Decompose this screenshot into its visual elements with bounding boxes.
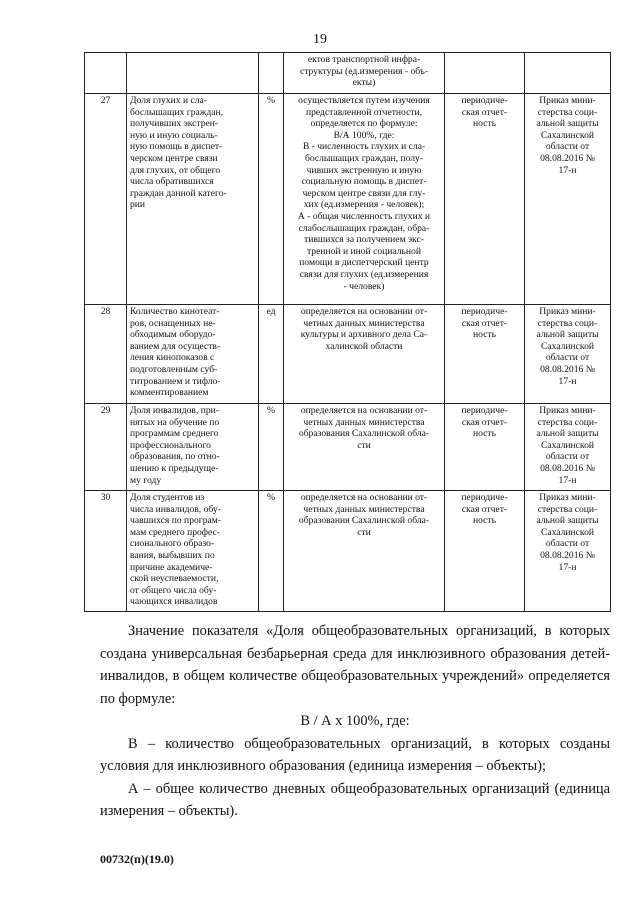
cell-line: социальную помощь в диспет- [301, 176, 427, 188]
cell-line: числа инвалидов, обу- [130, 503, 221, 515]
cell-line: ская отчет- [461, 317, 508, 329]
table-row [85, 94, 611, 305]
cell-line: Количество кинотеат- [130, 306, 220, 317]
cell-period [445, 305, 525, 404]
cell-line: Доля студентов из [130, 492, 205, 503]
cell-line: ность [473, 515, 496, 527]
cell-line: Доля инвалидов, при- [130, 405, 220, 416]
table-row [85, 491, 611, 612]
cell-unit: % [259, 94, 284, 305]
cell-line: чавшихся по програм- [130, 515, 222, 527]
cell-method [284, 404, 445, 491]
cell-line: области от [545, 352, 590, 364]
cell-line: программам среднего [130, 428, 219, 440]
cell-num: 30 [85, 491, 127, 612]
cell-method [284, 491, 445, 612]
cell-line: граждан данной катего- [130, 187, 227, 199]
cell-line: определяется на основании от- [300, 306, 428, 317]
cell-line: стерства соци- [537, 317, 598, 329]
cell-unit: ед [259, 305, 284, 404]
cell-line: вания, выбывших по [130, 549, 215, 561]
cell-line: В/А 100%, где: [333, 129, 395, 141]
cell-line: помощи в диспетчерский центр [299, 257, 429, 269]
cell-num: 28 [85, 305, 127, 404]
cell-line: - человек) [343, 280, 385, 292]
cell-line: Сахалинской [540, 439, 595, 451]
cell-source [525, 404, 611, 491]
cell-line: ров, оснащенных не- [130, 317, 216, 329]
cell-line: связи для глухих (ед.измерения [299, 268, 429, 280]
cell-line: 08.08.2016 № [540, 152, 595, 164]
cell-line: сти [357, 526, 371, 538]
cell-line: представленной отчетности, [305, 106, 423, 118]
cell-line: стерства соци- [537, 416, 598, 428]
cell-line: четных данных министерства [303, 317, 425, 329]
cell-line: альной защиты [536, 118, 599, 130]
cell-line: Приказ мини- [539, 492, 596, 503]
cell-source [525, 94, 611, 305]
cell-method [284, 94, 445, 305]
cell-line: екты) [352, 77, 376, 89]
cell-line: определяется на основании от- [300, 405, 428, 416]
cell-line: титрованием и тифло- [130, 375, 221, 387]
cell-line: му году [130, 474, 162, 486]
cell-num: 29 [85, 404, 127, 491]
cell-line: обходимым оборудо- [130, 329, 216, 341]
cell-source [525, 491, 611, 612]
cell-line: чающихся инвалидов [130, 596, 218, 608]
body-text [100, 620, 610, 823]
cell-line: ность [473, 329, 496, 341]
document-code: 00732(п)(19.0) [100, 852, 174, 866]
cell-line: 08.08.2016 № [540, 462, 595, 474]
cell-line: ской неуспеваемости, [130, 573, 219, 585]
page-number: 19 [313, 32, 327, 47]
cell-period [445, 491, 525, 612]
cell-line: причине академиче- [130, 561, 213, 573]
cell-line: халинской области [325, 340, 403, 352]
cell-line: альной защиты [536, 515, 599, 527]
cell-line: области от [545, 451, 590, 463]
table-row [85, 305, 611, 404]
table-row [85, 404, 611, 491]
cell-line: сти [357, 439, 371, 451]
cell-line: черском центре связи [130, 152, 218, 164]
cell-line: тренной и иной социальной [307, 245, 421, 257]
paragraph-indicator-definition: Значение показателя «Доля общеобразовательных организаций, в которых создана универсальная безбарьерная среда для инклюзивного образования детей-инвалидов, в общем количестве общеобразовательных учреждений» определяется по формуле: [100, 623, 610, 707]
table-row-continuation [85, 53, 611, 94]
paragraph-b-definition: В – количество общеобразовательных организаций, в которых созданы условия для инклюзивного образования (единица измерения – объекты); [100, 735, 610, 774]
cell-line: образования Сахалинской обла- [298, 515, 430, 527]
cell-period [445, 53, 525, 94]
cell-line: бослышащих граждан, полу- [304, 152, 424, 164]
cell-line: области от [545, 538, 590, 550]
cell-line: слабослышащих граждан, обра- [298, 222, 430, 234]
cell-line: ную и иную социаль- [130, 129, 218, 141]
cell-line: Сахалинской [540, 340, 595, 352]
paragraph-a-definition: А – общее количество дневных общеобразовательных организаций (единица измерения – объекты). [100, 780, 610, 819]
cell-method [284, 305, 445, 404]
formula: В / А x 100%, где: [300, 713, 410, 729]
cell-num: 27 [85, 94, 127, 305]
cell-line: определяется по формуле: [310, 118, 418, 130]
cell-name [127, 404, 259, 491]
cell-line: 08.08.2016 № [540, 549, 595, 561]
cell-source [525, 305, 611, 404]
cell-line: черском центре связи для глу- [302, 187, 426, 199]
cell-line: от общего числа обу- [130, 584, 217, 596]
cell-method [284, 53, 445, 94]
cell-name [127, 305, 259, 404]
cell-line: рии [130, 199, 146, 211]
cell-line: для глухих, от общего [130, 164, 221, 176]
cell-line: альной защиты [536, 428, 599, 440]
cell-unit [259, 53, 284, 94]
cell-line: 17-н [558, 164, 577, 176]
cell-line: профессионального [130, 439, 211, 451]
cell-line: шению к предыдуще- [130, 462, 219, 474]
cell-line: тившихся за получением экс- [304, 234, 424, 246]
cell-line: четных данных министерства [303, 503, 425, 515]
cell-line: ская отчет- [461, 106, 508, 118]
cell-line: культуры и архивного дела Са- [300, 329, 428, 341]
cell-line: ность [473, 428, 496, 440]
cell-line: хих (ед.измерения - человек); [303, 199, 425, 211]
cell-line: ская отчет- [461, 503, 508, 515]
cell-line: ванием для осуществ- [130, 340, 221, 352]
cell-line: структуры (ед.измерения - объ- [299, 65, 429, 77]
cell-line: Приказ мини- [539, 95, 596, 106]
cell-name [127, 53, 259, 94]
cell-unit: % [259, 404, 284, 491]
cell-line: Доля глухих и сла- [130, 95, 208, 106]
cell-line: ления кинопоказов с [130, 352, 215, 364]
cell-unit: % [259, 491, 284, 612]
cell-line: периодиче- [461, 405, 508, 416]
cell-line: Приказ мини- [539, 405, 596, 416]
cell-period [445, 404, 525, 491]
cell-line: получивших экстрен- [130, 118, 219, 130]
cell-period [445, 94, 525, 305]
cell-line: Сахалинской [540, 526, 595, 538]
cell-line: нятых на обучение по [130, 416, 220, 428]
cell-line: 17-н [558, 474, 577, 486]
cell-line: области от [545, 141, 590, 153]
cell-line: периодиче- [461, 306, 508, 317]
cell-line: ную помощь в диспет- [130, 141, 223, 153]
cell-line: бослышащих граждан, [130, 106, 224, 118]
cell-line: ектов транспортной инфра- [307, 54, 421, 65]
cell-line: Приказ мини- [539, 306, 596, 317]
cell-line: Сахалинской [540, 129, 595, 141]
cell-line: сионального образо- [130, 538, 215, 550]
cell-line: числа обратившихся [130, 176, 214, 188]
cell-line: стерства соци- [537, 503, 598, 515]
cell-line: альной защиты [536, 329, 599, 341]
cell-line: подготовленным суб- [130, 363, 218, 375]
cell-line: четных данных министерства [303, 416, 425, 428]
cell-num [85, 53, 127, 94]
cell-line: ность [473, 118, 496, 130]
cell-line: 17-н [558, 561, 577, 573]
cell-line: ская отчет- [461, 416, 508, 428]
cell-line: осуществляется путем изучения [298, 95, 430, 106]
cell-line: стерства соци- [537, 106, 598, 118]
cell-line: мам среднего профес- [130, 526, 220, 538]
cell-line: определяется на основании от- [300, 492, 428, 503]
cell-line: А - общая численность глухих и [297, 210, 431, 222]
cell-line: 08.08.2016 № [540, 363, 595, 375]
cell-line: 17-н [558, 375, 577, 387]
indicators-table [84, 52, 611, 612]
cell-name [127, 94, 259, 305]
cell-name [127, 491, 259, 612]
cell-line: В - численность глухих и сла- [302, 141, 426, 153]
cell-line: чивших экстренную и иную [306, 164, 422, 176]
cell-line: периодиче- [461, 492, 508, 503]
cell-line: образования Сахалинской обла- [298, 428, 430, 440]
cell-line: образования, по отно- [130, 451, 220, 463]
cell-line: периодиче- [461, 95, 508, 106]
cell-line: комментированием [130, 387, 209, 399]
cell-source [525, 53, 611, 94]
